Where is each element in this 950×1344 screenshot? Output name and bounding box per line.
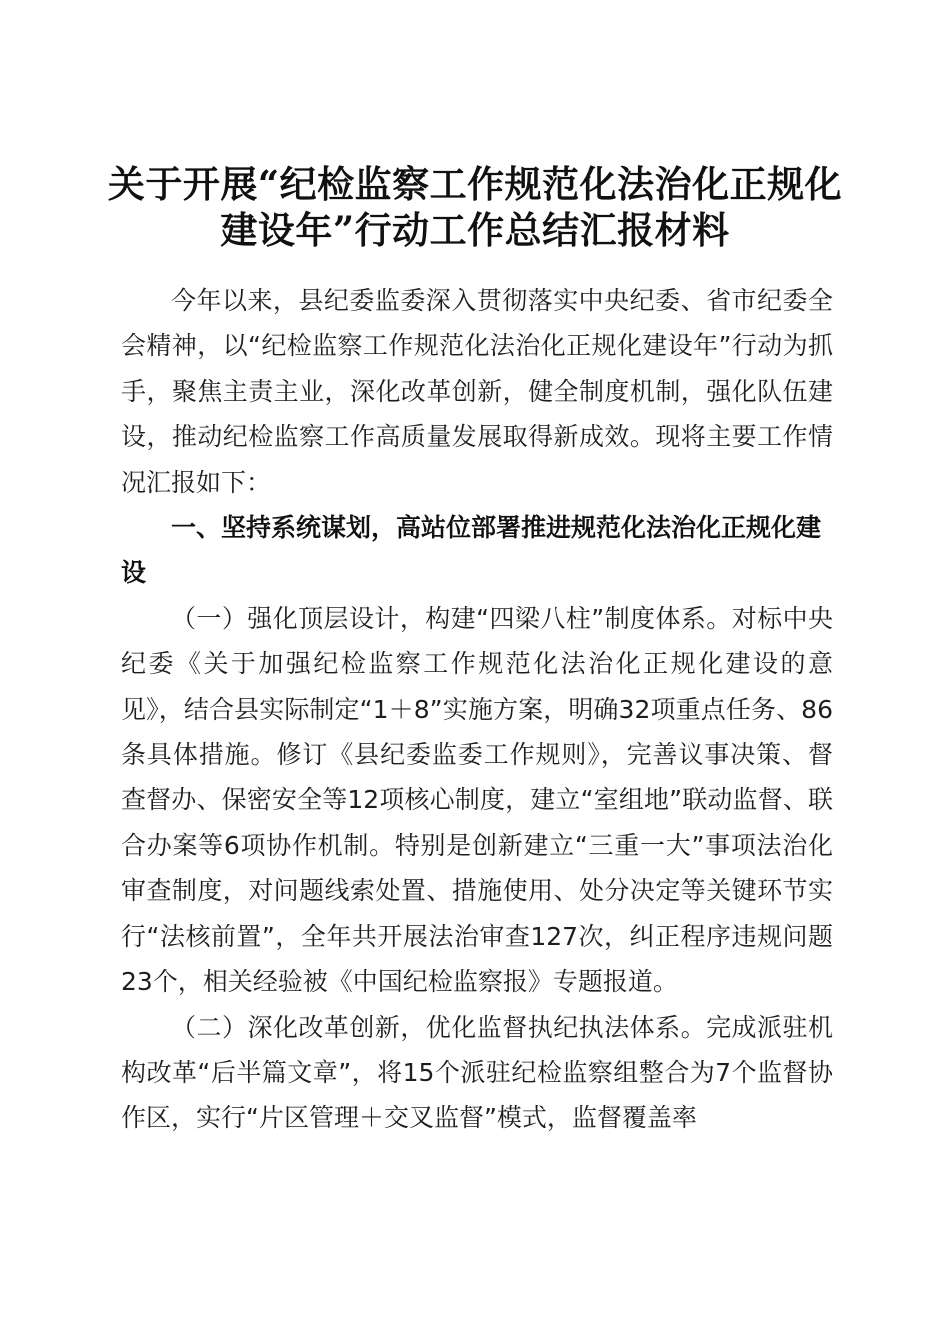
document-body <box>121 278 833 1141</box>
intro-paragraph: 今年以来，县纪委监委深入贯彻落实中央纪委、省市纪委全会精神，以“纪检监察工作规范化法治化正规化建设年”行动为抓手，聚焦主责主业，深化改革创新，健全制度机制，强化队伍建设，推动纪检监察工作高质量发展取得新成效。现将主要工作情况汇报如下： <box>121 286 833 497</box>
title-line-1: 关于开展“纪检监察工作规范化法治化正规化 <box>107 161 843 206</box>
subsection-paragraph-1: （一）强化顶层设计，构建“四梁八柱”制度体系。对标中央纪委《关于加强纪检监察工作规范化法治化正规化建设的意见》，结合县实际制定“1＋8”实施方案，明确32项重点任务、86条具体措施。修订《县纪委监委工作规则》，完善议事决策、督查督办、保密安全等12项核心制度，建立“室组地”联动监督、联合办案等6项协作机制。特别是创新建立“三重一大”事项法治化审查制度，对问题线索处置、措施使用、处分决定等关键环节实行“法核前置”，全年共开展法治审查127次，纠正程序违规问题23个，相关经验被《中国纪检监察报》专题报道。 <box>121 603 833 997</box>
section-heading-1: 一、坚持系统谋划，高站位部署推进规范化法治化正规化建设 <box>121 513 822 588</box>
document-title <box>100 161 850 253</box>
title-line-2: 建设年”行动工作总结汇报材料 <box>220 207 730 252</box>
subsection-paragraph-2: （二）深化改革创新，优化监督执纪执法体系。完成派驻机构改革“后半篇文章”，将15个派驻纪检监察组整合为7个监督协作区，实行“片区管理＋交叉监督”模式，监督覆盖率 <box>121 1012 833 1133</box>
